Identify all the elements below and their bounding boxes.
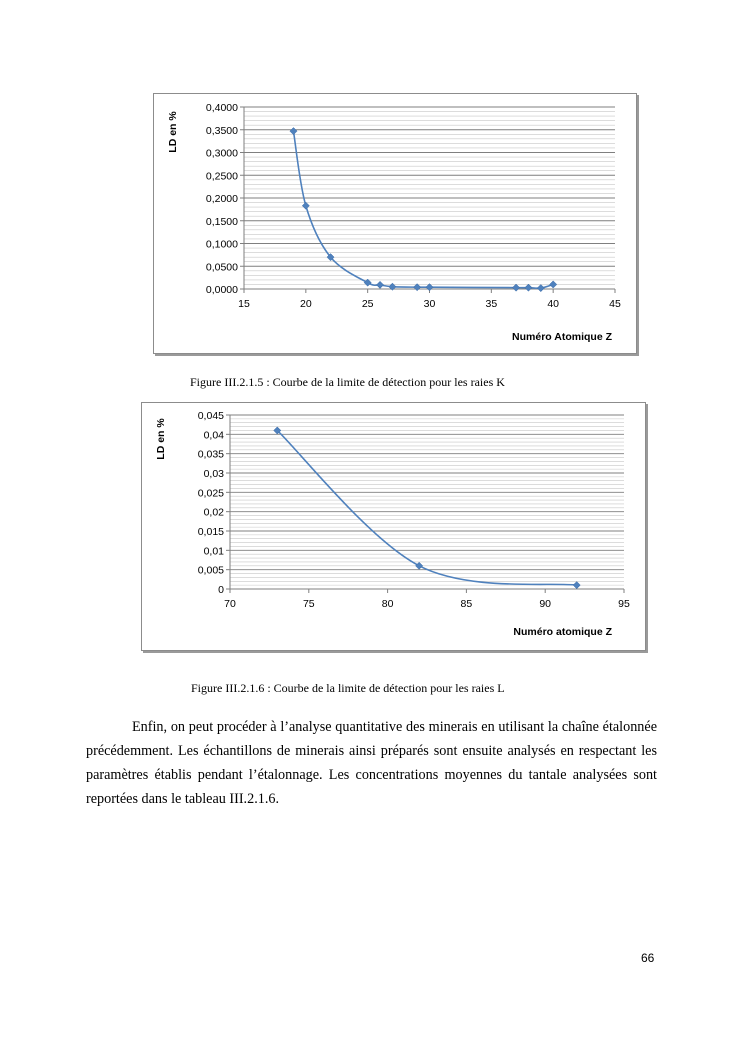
chart-l-x-tick-label: 85	[460, 598, 473, 610]
chart-l-x-tick-label: 90	[539, 598, 552, 610]
chart-k-y-tick-label: 0,4000	[205, 102, 238, 114]
chart-k-data-point	[525, 284, 532, 291]
chart-l-x-tick-label: 75	[302, 598, 315, 610]
chart-k-y-axis-title: LD en %	[167, 111, 179, 153]
chart-k-data-point	[537, 284, 544, 291]
chart-l-y-tick-label: 0,025	[197, 487, 224, 500]
chart-l-y-axis-title: LD en %	[155, 418, 167, 460]
chart-k-svg	[154, 94, 636, 353]
chart-l-svg	[142, 403, 645, 650]
chart-k-y-tick-label: 0,1500	[205, 215, 238, 228]
chart-k-y-tick-label: 0,2000	[205, 193, 238, 205]
chart-l-x-tick-label: 70	[224, 598, 236, 610]
chart-l-x-tick-label: 80	[381, 598, 394, 610]
chart-l-y-tick-label: 0,04	[203, 429, 224, 442]
figure-caption-k: Figure III.2.1.5 : Courbe de la limite de détection pour les raies K	[190, 375, 505, 389]
chart-k-y-tick-label: 0,0500	[205, 261, 238, 274]
chart-k-y-tick-label: 0,0000	[205, 284, 238, 296]
chart-k-x-tick-label: 25	[361, 298, 374, 310]
chart-l-y-tick-label: 0,01	[203, 545, 224, 558]
chart-k-x-tick-label: 30	[423, 298, 436, 310]
figure-caption-l: Figure III.2.1.6 : Courbe de la limite de détection pour les raies L	[191, 681, 505, 695]
chart-l-y-tick-label: 0,035	[197, 448, 224, 461]
chart-k-data-point	[512, 284, 519, 291]
chart-l-y-tick-label: 0,02	[203, 506, 224, 519]
chart-k-x-tick-label: 20	[299, 298, 312, 310]
chart-k-series-line	[293, 131, 553, 288]
body-paragraph: Enfin, on peut procéder à l’analyse quantitative des minerais en utilisant la chaîne étalonnée précédemment. Les échantillons de minerais ainsi préparés sont ensuite analysés en respectant les paramètres établis pendant l’étalonnage. Les concentrations moyennes du tantale analysées sont reportées dans le tableau III.2.1.6.	[86, 719, 657, 807]
chart-k-y-tick-label: 0,1000	[205, 238, 238, 251]
chart-k-x-tick-label: 35	[485, 298, 498, 310]
chart-l-x-tick-label: 95	[618, 598, 630, 610]
chart-k-x-tick-label: 15	[238, 298, 250, 310]
chart-l-y-tick-label: 0,045	[197, 410, 224, 422]
chart-k-y-tick-label: 0,3000	[205, 147, 238, 160]
chart-l-data-point	[573, 582, 580, 589]
chart-k-data-point	[376, 281, 383, 288]
chart-l-y-tick-label: 0	[218, 584, 224, 596]
chart-k-x-axis-title: Numéro Atomique Z	[512, 331, 612, 343]
chart-k-data-point	[302, 202, 309, 209]
chart-l-y-tick-label: 0,015	[197, 526, 224, 538]
chart-l-y-tick-label: 0,005	[197, 564, 224, 577]
chart-l-y-tick-label: 0,03	[203, 468, 224, 480]
page-number: 66	[641, 951, 655, 965]
chart-k-data-point	[290, 128, 297, 135]
chart-l-data-point	[416, 562, 423, 569]
chart-k-x-tick-label: 45	[609, 298, 621, 310]
chart-l-x-axis-title: Numéro atomique Z	[513, 626, 612, 638]
chart-k-data-point	[550, 281, 557, 288]
chart-k-x-tick-label: 40	[547, 298, 560, 310]
chart-k-y-tick-label: 0,2500	[205, 170, 238, 183]
chart-l-lines	[141, 402, 646, 651]
chart-k-y-tick-label: 0,3500	[205, 124, 238, 137]
chart-k-lines	[153, 93, 637, 354]
